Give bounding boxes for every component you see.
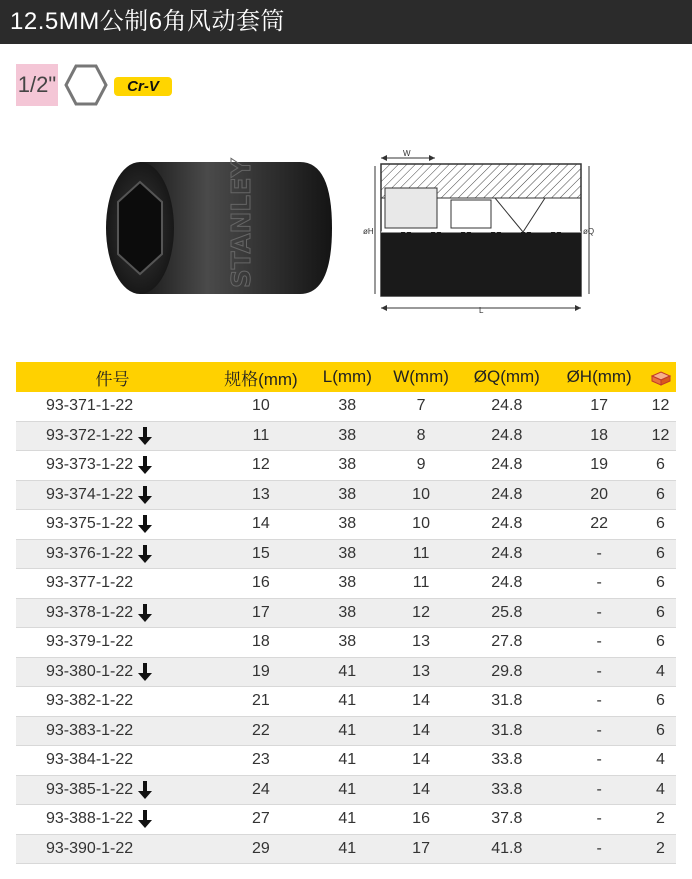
table-row (16, 539, 676, 569)
cell-width: 14 (382, 687, 460, 717)
cell-part-number (16, 510, 209, 540)
cell-size: 17 (209, 598, 313, 628)
brand-logo: STANLEY (227, 158, 257, 288)
down-arrow-icon (137, 514, 153, 534)
cell-width: 12 (382, 598, 460, 628)
cell-length: 41 (313, 716, 382, 746)
part-number-text: 93-373-1-22 (46, 456, 134, 474)
cell-pack-qty: 6 (645, 716, 676, 746)
l-label: L (479, 306, 484, 315)
cell-size: 23 (209, 746, 313, 776)
cell-outer-diameter: 29.8 (460, 657, 553, 687)
cell-pack-qty: 6 (645, 539, 676, 569)
part-number-text: 93-372-1-22 (46, 426, 134, 444)
cell-outer-diameter: 24.8 (460, 480, 553, 510)
cell-size: 24 (209, 775, 313, 805)
col-part-number: 件号 (16, 362, 209, 392)
cell-outer-diameter: 33.8 (460, 746, 553, 776)
cell-width: 16 (382, 805, 460, 835)
cell-size: 22 (209, 716, 313, 746)
cell-width: 13 (382, 628, 460, 658)
cell-hole-diameter: - (553, 805, 645, 835)
cell-size: 12 (209, 451, 313, 481)
cell-pack-qty: 6 (645, 687, 676, 717)
cell-size: 15 (209, 539, 313, 569)
cell-width: 9 (382, 451, 460, 481)
table-row (16, 628, 676, 658)
part-number-text: 93-377-1-22 (46, 574, 134, 592)
col-size: 规格(mm) (209, 362, 313, 392)
part-number-text: 93-385-1-22 (46, 780, 134, 798)
cell-pack-qty: 4 (645, 775, 676, 805)
part-number-text: 93-388-1-22 (46, 810, 134, 828)
col-outer-diameter: ØQ(mm) (460, 362, 553, 392)
cell-hole-diameter: 20 (553, 480, 645, 510)
cell-size: 29 (209, 834, 313, 864)
cell-length: 41 (313, 746, 382, 776)
cell-pack-qty: 4 (645, 657, 676, 687)
cell-outer-diameter: 27.8 (460, 628, 553, 658)
cell-pack-qty: 2 (645, 834, 676, 864)
cell-outer-diameter: 24.8 (460, 421, 553, 451)
cell-part-number (16, 628, 209, 658)
cell-size: 14 (209, 510, 313, 540)
cell-width: 11 (382, 539, 460, 569)
part-number-text: 93-384-1-22 (46, 751, 134, 769)
col-width: W(mm) (382, 362, 460, 392)
cell-outer-diameter: 24.8 (460, 539, 553, 569)
part-number-text: 93-371-1-22 (46, 397, 134, 415)
table-row (16, 598, 676, 628)
down-arrow-icon (137, 426, 153, 446)
cell-length: 38 (313, 510, 382, 540)
table-row (16, 687, 676, 717)
cell-outer-diameter: 31.8 (460, 687, 553, 717)
cell-hole-diameter: - (553, 628, 645, 658)
cell-pack-qty: 6 (645, 480, 676, 510)
socket-photo (100, 150, 340, 310)
cell-pack-qty: 6 (645, 510, 676, 540)
cell-outer-diameter: 24.8 (460, 451, 553, 481)
table-row (16, 716, 676, 746)
cell-part-number (16, 716, 209, 746)
cell-hole-diameter: - (553, 598, 645, 628)
part-number-text: 93-378-1-22 (46, 603, 134, 621)
cell-hole-diameter: - (553, 834, 645, 864)
h-label: øH (363, 227, 374, 236)
table-row (16, 657, 676, 687)
cell-outer-diameter: 31.8 (460, 716, 553, 746)
part-number-text: 93-375-1-22 (46, 515, 134, 533)
cell-hole-diameter: - (553, 687, 645, 717)
cell-hole-diameter: - (553, 716, 645, 746)
table-row (16, 421, 676, 451)
table-row (16, 392, 676, 421)
cell-part-number (16, 539, 209, 569)
table-row (16, 480, 676, 510)
part-number-text: 93-376-1-22 (46, 544, 134, 562)
down-arrow-icon (137, 603, 153, 623)
cell-outer-diameter: 24.8 (460, 392, 553, 421)
cell-length: 41 (313, 657, 382, 687)
cell-hole-diameter: - (553, 657, 645, 687)
cell-width: 13 (382, 657, 460, 687)
drive-size-badge: 1/2" (16, 64, 58, 106)
table-row (16, 451, 676, 481)
cell-outer-diameter: 33.8 (460, 775, 553, 805)
cell-outer-diameter: 25.8 (460, 598, 553, 628)
cell-part-number (16, 392, 209, 421)
hexagon-icon (64, 64, 108, 106)
cell-part-number (16, 687, 209, 717)
cell-length: 41 (313, 687, 382, 717)
part-number-text: 93-390-1-22 (46, 839, 134, 857)
down-arrow-icon (137, 780, 153, 800)
part-number-text: 93-379-1-22 (46, 633, 134, 651)
cell-size: 21 (209, 687, 313, 717)
cell-hole-diameter: - (553, 775, 645, 805)
cell-pack-qty: 6 (645, 628, 676, 658)
cell-part-number (16, 598, 209, 628)
part-number-text: 93-382-1-22 (46, 692, 134, 710)
down-arrow-icon (137, 485, 153, 505)
cell-length: 38 (313, 451, 382, 481)
cell-part-number (16, 569, 209, 599)
cell-part-number (16, 805, 209, 835)
cell-width: 14 (382, 775, 460, 805)
cell-pack-qty: 6 (645, 569, 676, 599)
table-row (16, 805, 676, 835)
cell-hole-diameter: 19 (553, 451, 645, 481)
cell-width: 14 (382, 716, 460, 746)
page-title: 12.5MM公制6角风动套筒 (0, 0, 692, 44)
table-header-row (16, 362, 676, 392)
cell-pack-qty: 4 (645, 746, 676, 776)
cell-length: 38 (313, 392, 382, 421)
cell-size: 18 (209, 628, 313, 658)
cell-hole-diameter: - (553, 539, 645, 569)
cell-length: 38 (313, 569, 382, 599)
table-row (16, 510, 676, 540)
cell-length: 38 (313, 539, 382, 569)
table-row (16, 775, 676, 805)
col-pack-qty (645, 362, 676, 392)
spec-table (16, 362, 676, 864)
cell-hole-diameter: 22 (553, 510, 645, 540)
cell-pack-qty: 6 (645, 598, 676, 628)
cell-width: 14 (382, 746, 460, 776)
cell-pack-qty: 2 (645, 805, 676, 835)
table-row (16, 746, 676, 776)
cell-part-number (16, 746, 209, 776)
cell-hole-diameter: 17 (553, 392, 645, 421)
cell-size: 11 (209, 421, 313, 451)
cell-hole-diameter: 18 (553, 421, 645, 451)
cell-size: 13 (209, 480, 313, 510)
down-arrow-icon (137, 455, 153, 475)
cell-part-number (16, 480, 209, 510)
cell-length: 41 (313, 805, 382, 835)
cell-size: 27 (209, 805, 313, 835)
q-label: øQ (583, 227, 595, 236)
cross-section-drawing (355, 148, 605, 323)
cell-size: 19 (209, 657, 313, 687)
cell-part-number (16, 451, 209, 481)
table-row (16, 834, 676, 864)
cell-length: 38 (313, 628, 382, 658)
part-number-text: 93-383-1-22 (46, 721, 134, 739)
cell-hole-diameter: - (553, 746, 645, 776)
part-number-text: 93-374-1-22 (46, 485, 134, 503)
col-length: L(mm) (313, 362, 382, 392)
cell-length: 38 (313, 480, 382, 510)
cell-width: 17 (382, 834, 460, 864)
cell-size: 16 (209, 569, 313, 599)
cell-pack-qty: 6 (645, 451, 676, 481)
cell-part-number (16, 834, 209, 864)
material-badge: Cr-V (114, 77, 172, 96)
down-arrow-icon (137, 662, 153, 682)
cell-width: 7 (382, 392, 460, 421)
down-arrow-icon (137, 544, 153, 564)
cell-outer-diameter: 24.8 (460, 510, 553, 540)
col-hole-diameter: ØH(mm) (553, 362, 645, 392)
cell-width: 10 (382, 510, 460, 540)
cell-length: 41 (313, 775, 382, 805)
cell-outer-diameter: 41.8 (460, 834, 553, 864)
cell-length: 41 (313, 834, 382, 864)
cell-pack-qty: 12 (645, 392, 676, 421)
part-number-text: 93-380-1-22 (46, 662, 134, 680)
cell-hole-diameter: - (553, 569, 645, 599)
package-qty-icon (650, 369, 672, 387)
cell-pack-qty: 12 (645, 421, 676, 451)
cell-part-number (16, 421, 209, 451)
cell-width: 11 (382, 569, 460, 599)
cell-width: 10 (382, 480, 460, 510)
cell-size: 10 (209, 392, 313, 421)
down-arrow-icon (137, 809, 153, 829)
cell-part-number (16, 775, 209, 805)
cell-outer-diameter: 24.8 (460, 569, 553, 599)
cell-length: 38 (313, 598, 382, 628)
cell-outer-diameter: 37.8 (460, 805, 553, 835)
cell-length: 38 (313, 421, 382, 451)
w-label: W (403, 149, 411, 158)
cell-width: 8 (382, 421, 460, 451)
cell-part-number (16, 657, 209, 687)
table-row (16, 569, 676, 599)
